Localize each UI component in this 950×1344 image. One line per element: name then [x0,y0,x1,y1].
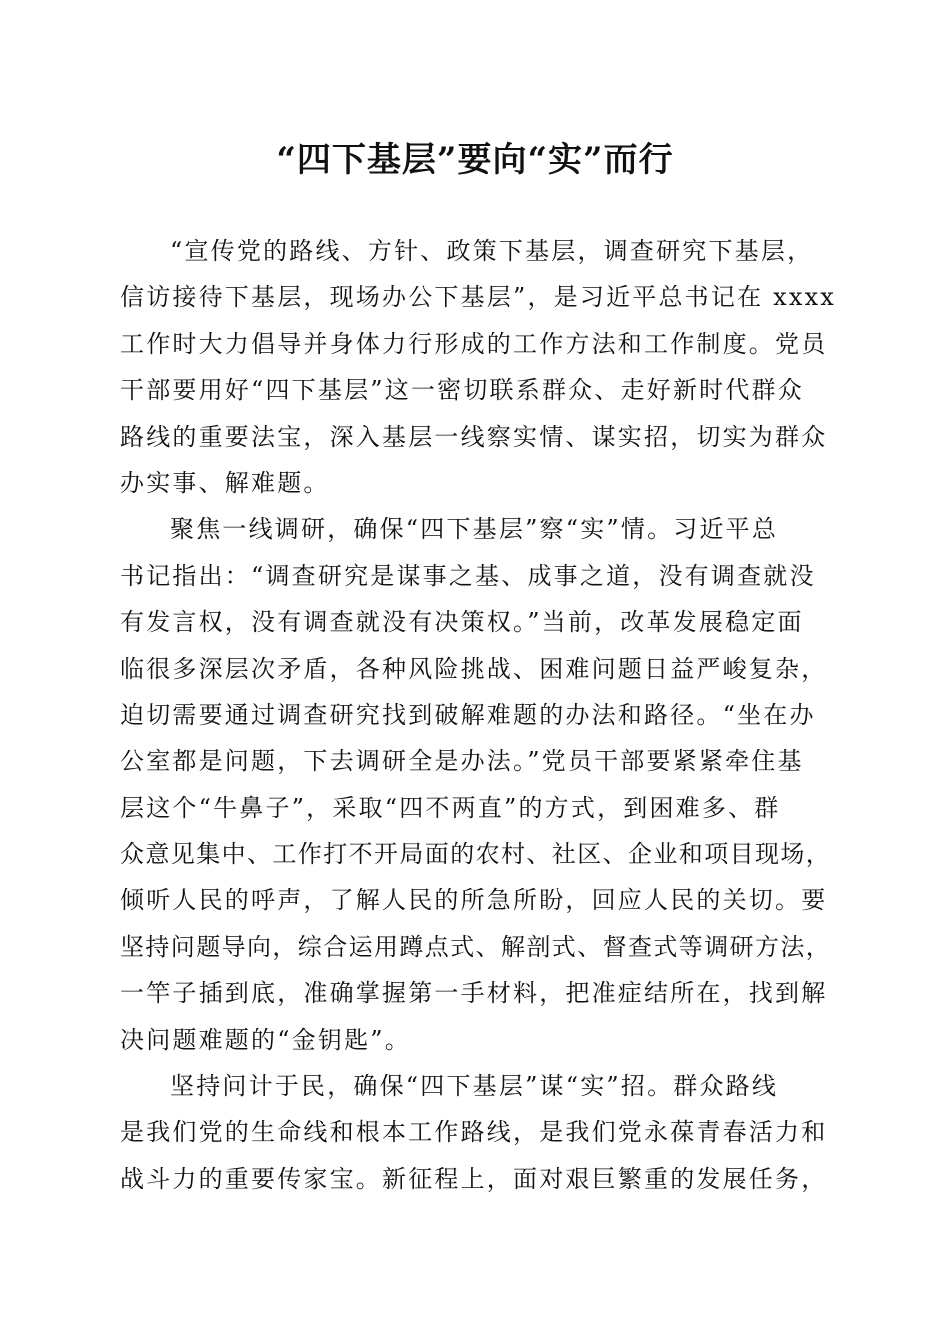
text-line: 办实事、解难题。 [120,468,330,497]
text-line: 书记指出：“调查研究是谋事之基、成事之道，没有调查就没 [120,561,816,590]
text-line: 聚焦一线调研，确保“四下基层”察“实”情。习近平总 [170,515,779,544]
text-line: 是我们党的生命线和根本工作路线，是我们党永葆青春活力和 [120,1118,828,1147]
text-line: 战斗力的重要传家宝。新征程上，面对艰巨繁重的发展任务， [120,1164,828,1193]
text-line: 工作时大力倡导并身体力行形成的工作方法和工作制度。党员 [120,329,828,358]
text-line: 信访接待下基层，现场办公下基层”，是习近平总书记在 xxxx [120,283,837,312]
text-line: 公室都是问题，下去调研全是办法。”党员干部要紧紧牵住基 [120,747,804,776]
text-line: 层这个“牛鼻子”，采取“四不两直”的方式，到困难多、群 [120,793,781,822]
text-line: 有发言权，没有调查就没有决策权。”当前，改革发展稳定面 [120,608,804,637]
text-line: 众意见集中、工作打不开局面的农村、社区、企业和项目现场， [120,840,832,869]
text-line: 一竿子插到底，准确掌握第一手材料，把准症结所在，找到解 [120,979,828,1008]
text-line: 干部要用好“四下基层”这一密切联系群众、走好新时代群众 [120,376,804,405]
text-line: 迫切需要通过调查研究找到破解难题的办法和路径。“坐在办 [120,700,816,729]
text-line: 决问题难题的“金钥匙”。 [120,1025,411,1054]
text-line: 路线的重要法宝，深入基层一线察实情、谋实招，切实为群众 [120,422,828,451]
text-line: 坚持问题导向，综合运用蹲点式、解剖式、督查式等调研方法， [120,932,832,961]
text-line: 坚持问计于民，确保“四下基层”谋“实”招。群众路线 [170,1072,779,1101]
text-line: “宣传党的路线、方针、政策下基层，调查研究下基层， [170,237,814,265]
document-title: “四下基层”要向“实”而行 [276,140,674,180]
text-line: 临很多深层次矛盾，各种风险挑战、困难问题日益严峻复杂， [120,654,828,683]
document-body [120,228,836,1202]
text-line: 倾听人民的呼声，了解人民的所急所盼，回应人民的关切。要 [120,886,828,915]
